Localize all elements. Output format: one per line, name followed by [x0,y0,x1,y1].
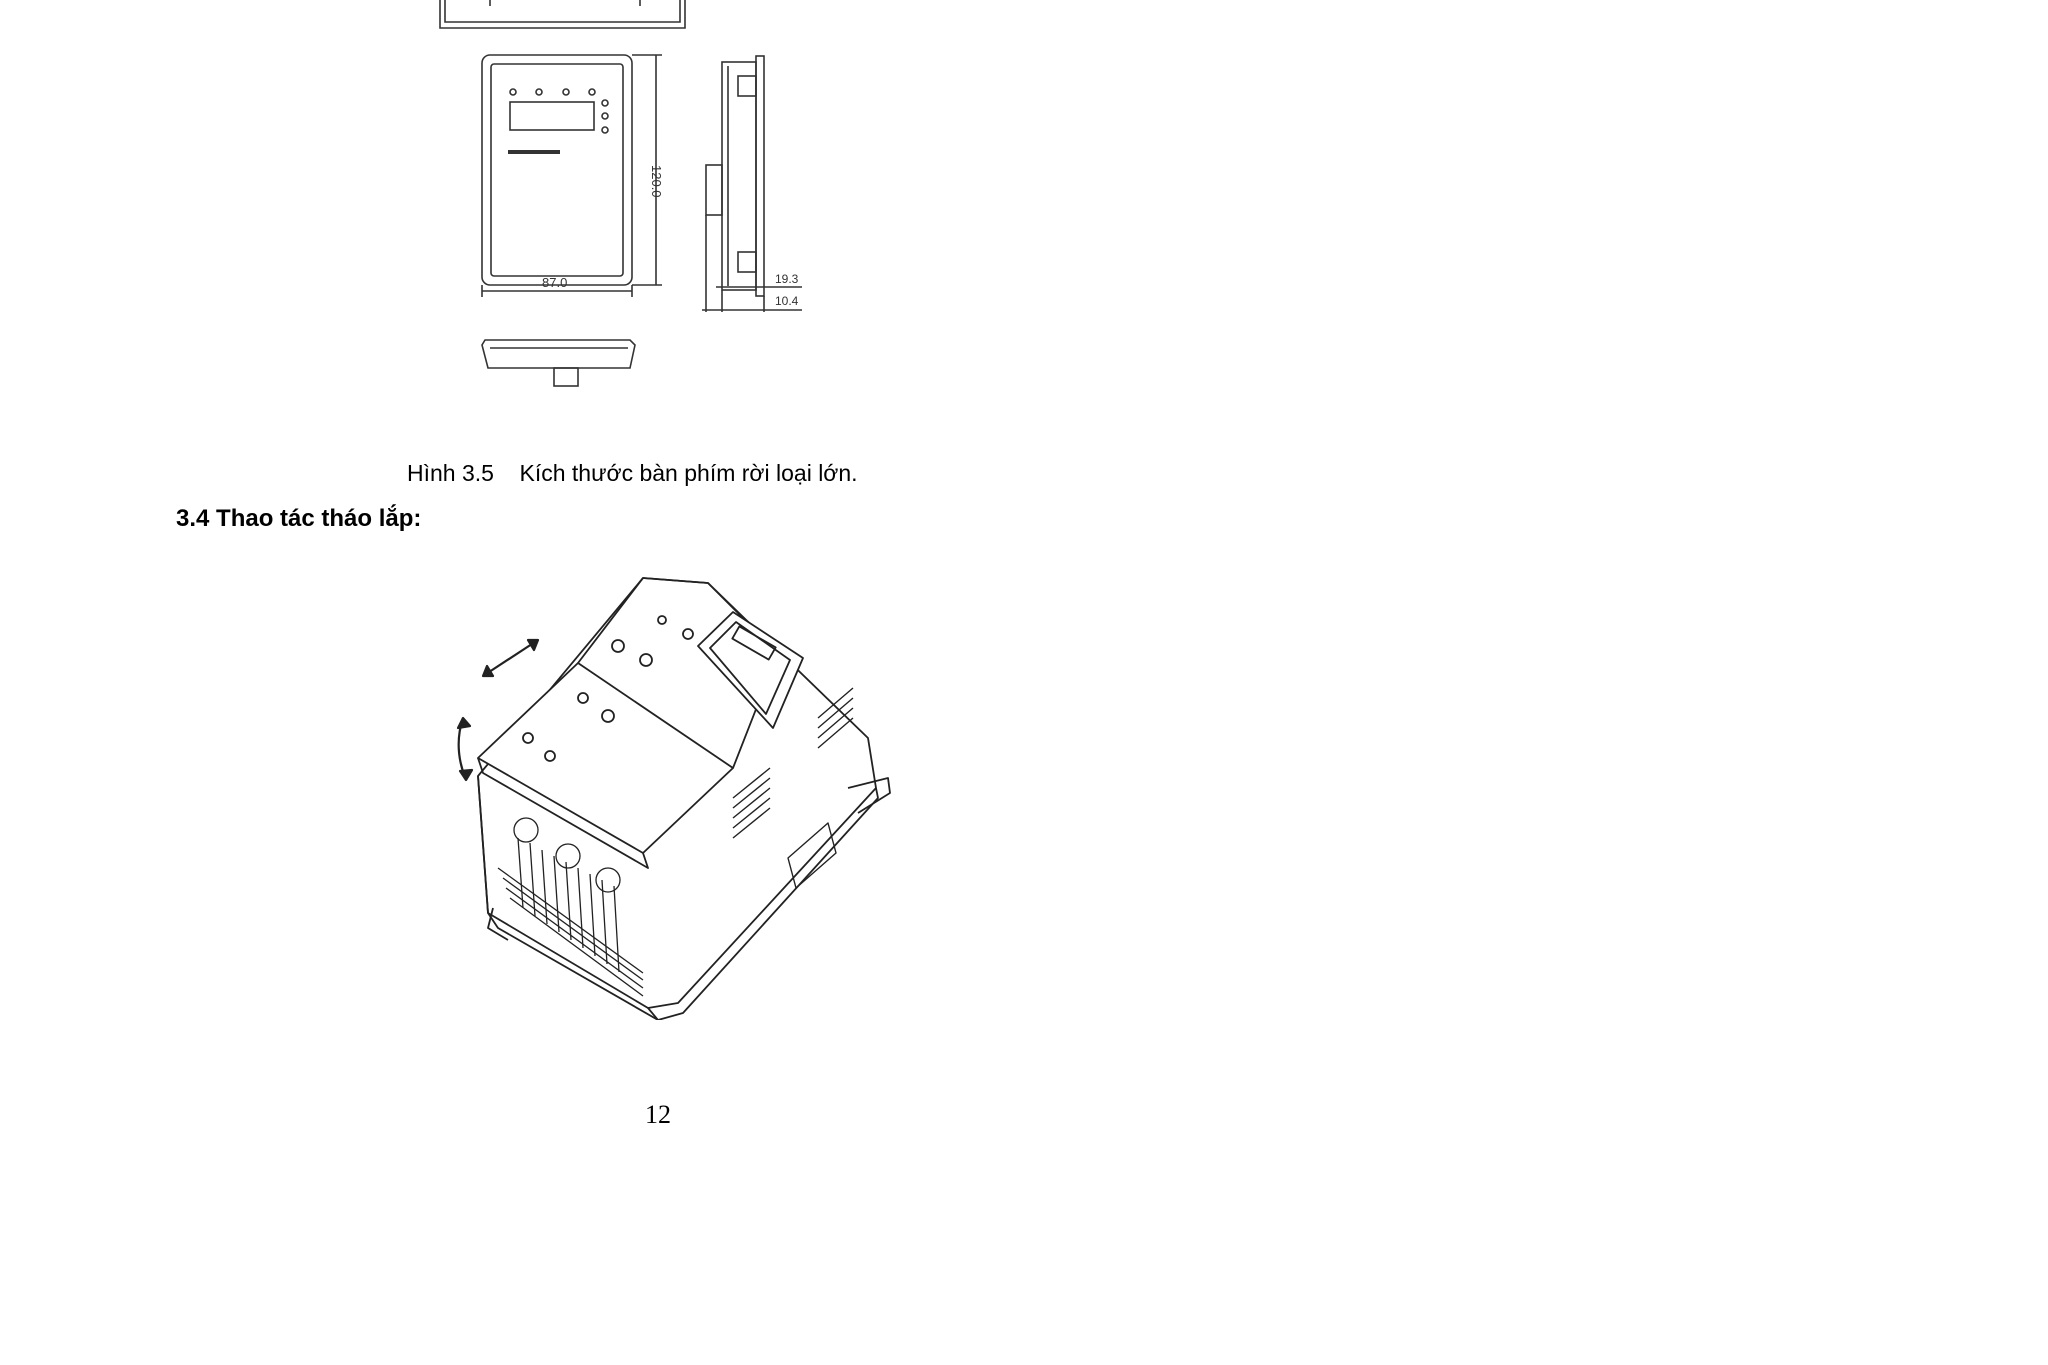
keypad-bottom-view [482,340,635,386]
keypad-side-view [706,56,764,296]
keypad-dimension-drawing [430,0,810,395]
height-dimension-label: 120.0 [649,165,664,198]
section-heading: 3.4 Thao tác tháo lắp: [176,505,422,532]
figure-caption: Hình 3.5 Kích thước bàn phím rời loại lớn. [407,460,858,486]
height-dimension [632,55,664,285]
page-number: 12 [645,1100,671,1129]
depth-body-label: 10.4 [775,294,799,308]
depth-total-label: 19.3 [775,272,799,286]
inverter-assembly-drawing [448,568,898,1020]
width-dimension [482,275,632,297]
depth-dimensions [702,215,802,312]
width-dimension-label: 87.0 [542,275,568,290]
keypad-top-view [440,0,685,28]
keypad-front-view [482,55,632,285]
